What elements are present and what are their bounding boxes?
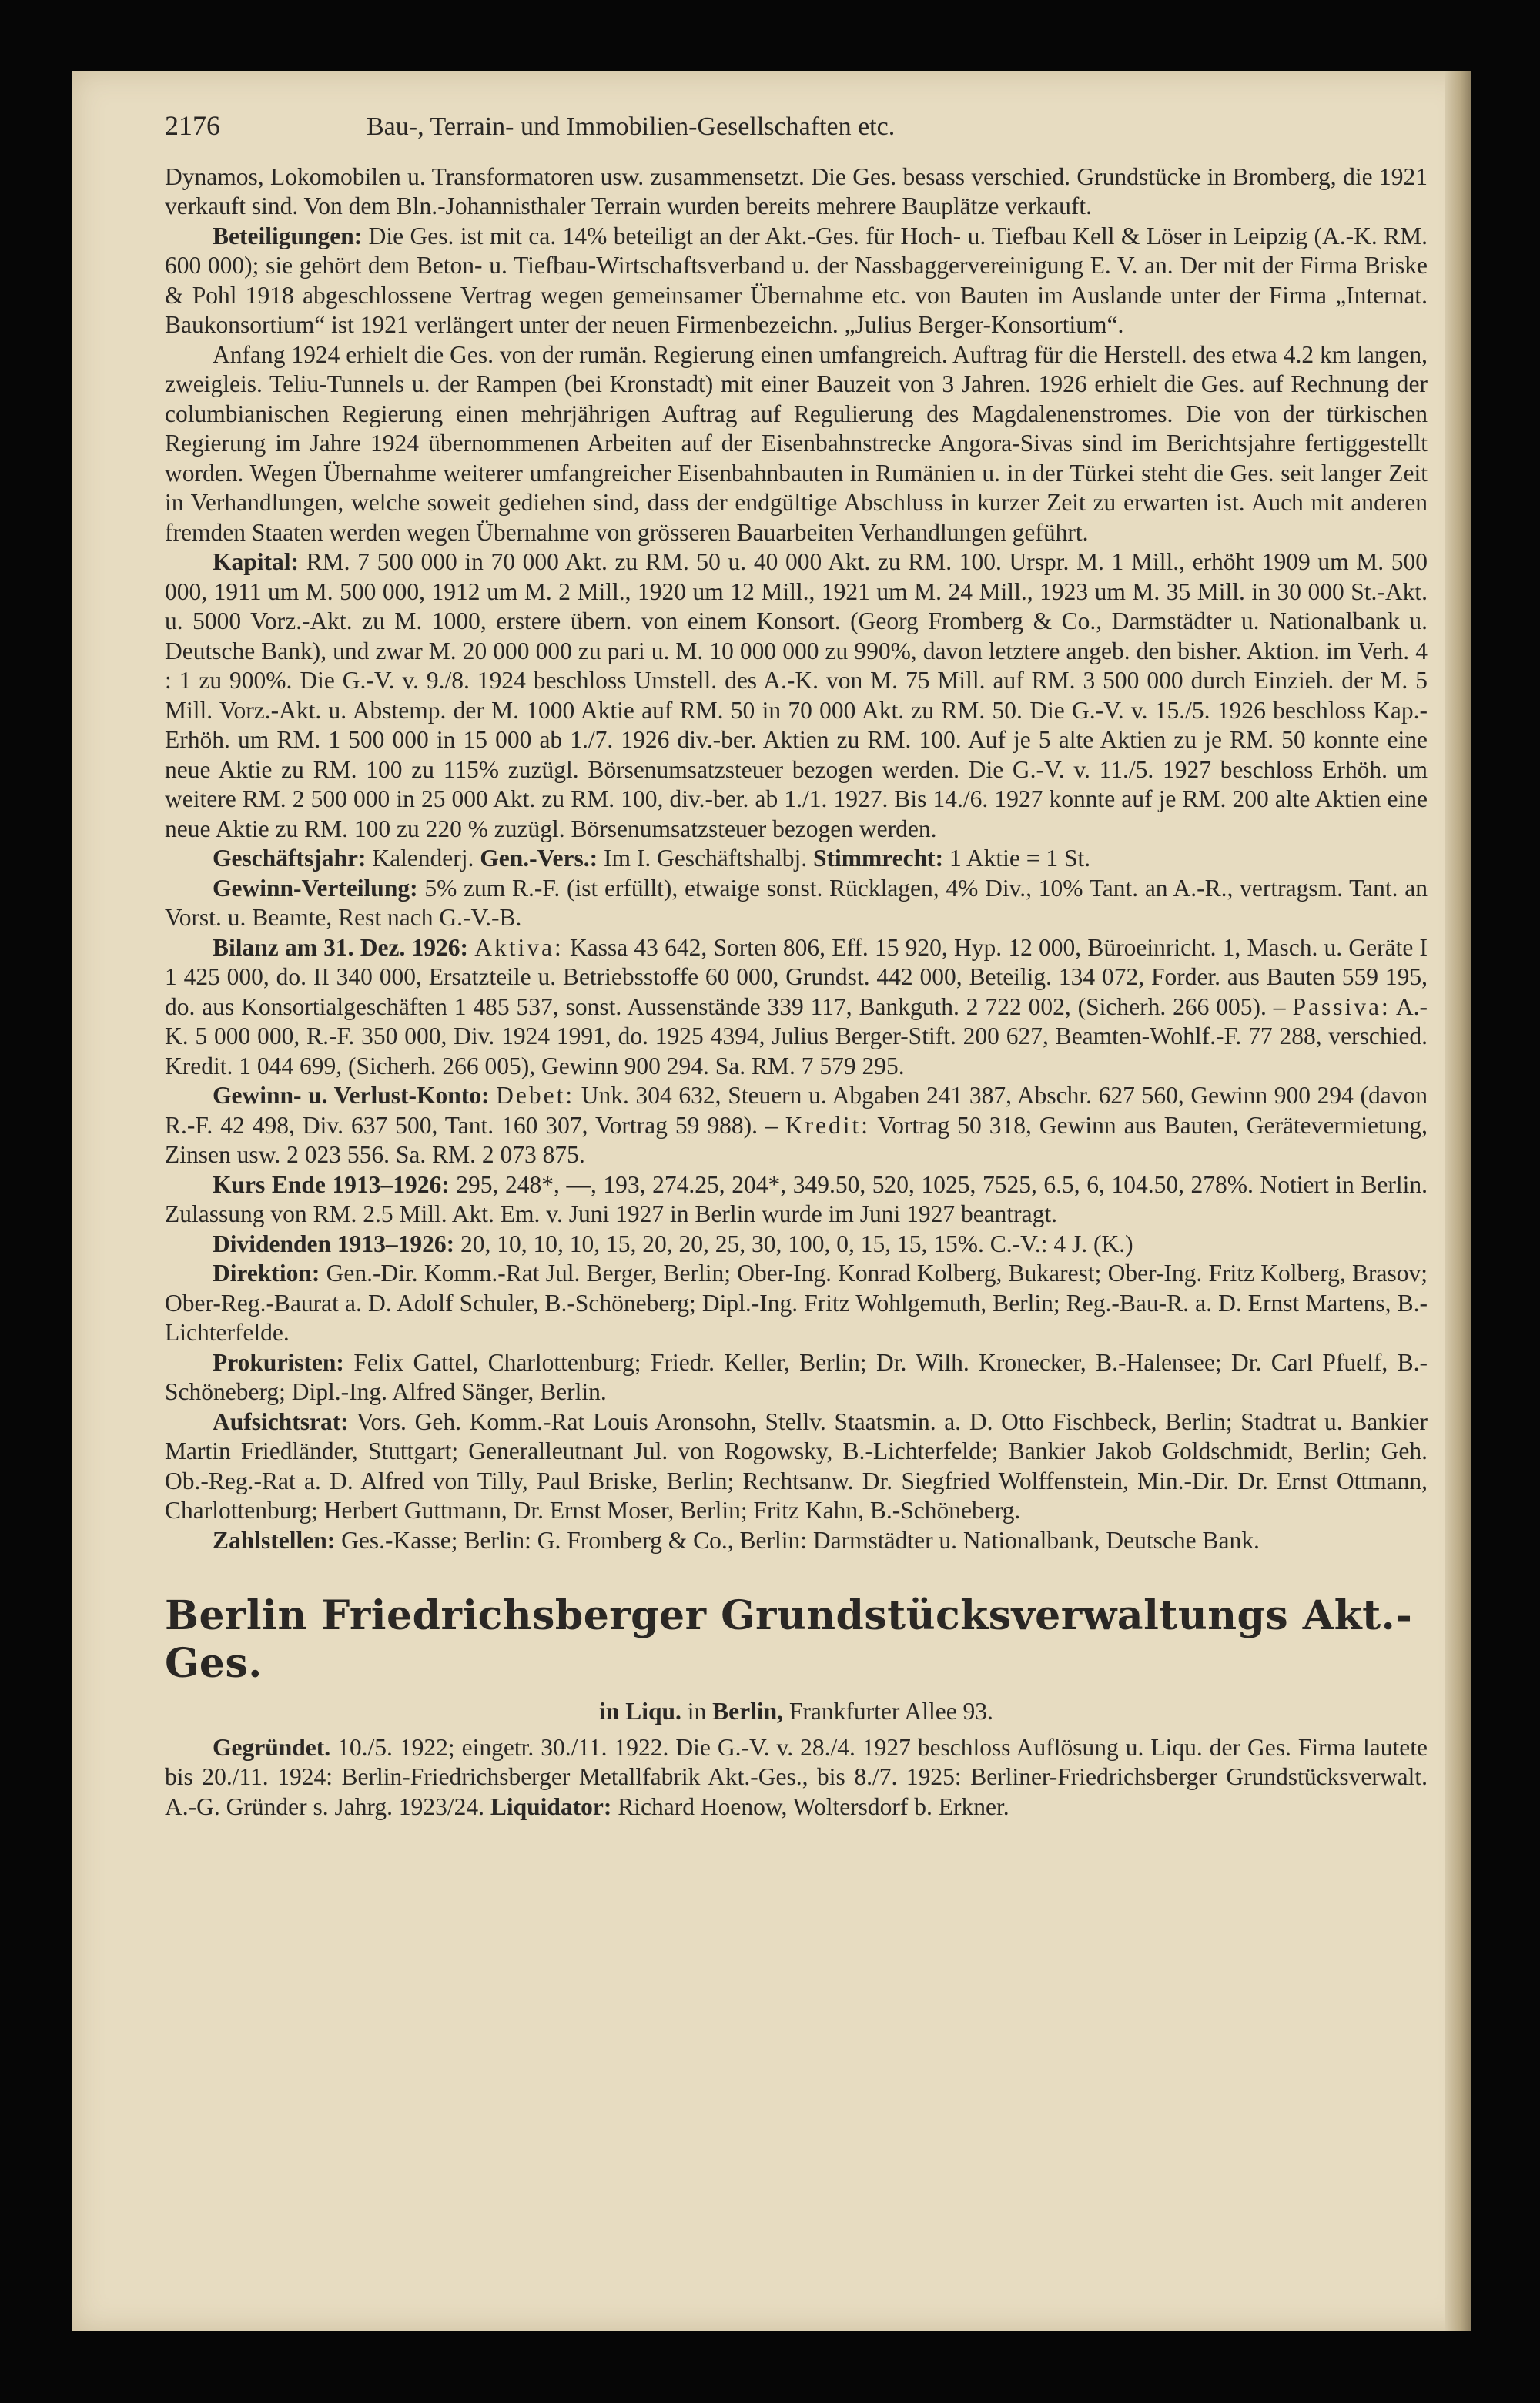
debet-label: Debet: <box>496 1082 575 1109</box>
gewinn-verlust-label: Gewinn- u. Verlust-Konto: <box>213 1082 490 1109</box>
kapital-text: RM. 7 500 000 in 70 000 Akt. zu RM. 50 u. 40 000 Akt. zu RM. 100. Urspr. M. 1 Mill., erhöht 1909 um M. 500 000, 1911 um M. 500 000, 1912 um M. 2 Mill., 1920 um 12 Mill., 1921 um M. 24 Mill., 1923 um M. 35 Mill. in 30 000 St.-Akt. u. 5000 Vorz.-Akt. zu M. 1000, erstere übern. von einem Konsort. (Georg Fromberg & Co., Darmstädter u. Nationalbank u. Deutsche Bank), und zwar M. 20 000 000 zu pari u. M. 10 000 000 zu 990%, davon letztere angeb. den bisher. Aktion. im Verh. 4 : 1 zu 900%. Die G.-V. v. 9./8. 1924 beschloss Umstell. des A.-K. von M. 75 Mill. auf RM. 3 500 000 durch Einzieh. der M. 5 Mill. Vorz.-Akt. u. Abstemp. der M. 1000 Aktie auf RM. 50 in 70 000 Akt. zu RM. 50. Die G.-V. v. 15./5. 1926 beschloss Kap.-Erhöh. um RM. 1 500 000 in 15 000 ab 1./7. 1926 div.-ber. Aktien zu RM. 100. Auf je 5 alte Aktien zu je RM. 50 konnte eine neue Aktie zu RM. 100 zu 115% zuzügl. Börsenumsatzsteuer bezogen werden. Die G.-V. v. 11./5. 1927 beschloss Erhöh. um weitere RM. 2 500 000 in 25 000 Akt. zu RM. 100, div.-ber. ab 1./1. 1927. Bis 14./6. 1927 konnte auf je RM. 200 alte Aktien eine neue Aktie zu RM. 100 zu 220 % zuzügl. Börsenumsatzsteuer bezogen werden. <box>165 548 1428 842</box>
gewinn-verteilung-paragraph <box>165 874 1428 933</box>
gewinn-verteilung-text: 5% zum R.-F. (ist erfüllt), etwaige sonst. Rücklagen, 4% Div., 10% Tant. an A.-R., vertragsm. Tant. an Vorst. u. Beamte, Rest nach G.-V.-B. <box>165 874 1428 931</box>
prokuristen-label: Prokuristen: <box>213 1348 344 1376</box>
beteiligungen-text: Die Ges. ist mit ca. 14% beteiligt an der Akt.-Ges. für Hoch- u. Tiefbau Kell & Löser in Leipzig (A.-K. RM. 600 000); sie gehört dem Beton- u. Tiefbau-Wirtschaftsverband u. der Nassbaggervereinigung E. V. an. Der mit der Firma Briske & Pohl 1918 abgeschlossene Vertrag wegen gemeinsamer Übernahme etc. von Bauten im Auslande unter der Firma „Internat. Baukonsortium“ ist 1921 verlängert unter der neuen Firmenbezeichn. „Julius Berger-Konsortium“. <box>165 222 1428 338</box>
anfang-paragraph: Anfang 1924 erhielt die Ges. von der rumän. Regierung einen umfangreich. Auftrag für die Herstell. des etwa 4.2 km langen, zweigleis. Teliu-Tunnels u. der Rampen (bei Kronstadt) mit einer Bauzeit von 3 Jahren. 1926 erhielt die Ges. auf Rechnung der columbianischen Regierung einen mehrjährigen Auftrag auf Regulierung des Magdalenenstromes. Die von der türkischen Regierung im Jahre 1924 übernommenen Arbeiten auf der Eisenbahnstrecke Angora-Sivas sind im Berichtsjahre fertiggestellt worden. Wegen Übernahme weiterer umfangreicher Eisenbahnbauten in Rumänien u. in der Türkei steht die Ges. seit langer Zeit in Verhandlungen, welche soweit gediehen sind, dass der endgültige Abschluss in kurzer Zeit zu erwarten ist. Auch mit anderen fremden Staaten werden wegen Übernahme von grösseren Bauarbeiten Verhandlungen geführt. <box>165 340 1428 546</box>
genvers-text: Im I. Geschäftshalbj. <box>603 845 808 872</box>
page-header <box>165 111 1428 142</box>
aktiva-label: Aktiva: <box>474 933 564 961</box>
beteiligungen-paragraph <box>165 222 1428 340</box>
aktiva-text: Kassa 43 642, Sorten 806, Eff. 15 920, Hyp. 12 000, Büroeinricht. 1, Masch. u. Geräte I 1 425 000, do. II 340 000, Ersatzteile u. Betriebsstoffe 60 000, Grundst. 442 000, Beteilig. 134 072, Forder. aus Bauten 559 195, do. aus Konsortialgeschäften 1 485 537, sonst. Aussenstände 339 117, Bankguth. 2 722 002, (Sicherh. 266 005). – <box>165 933 1428 1020</box>
gewinn-verlust-paragraph <box>165 1081 1428 1170</box>
kredit-label: Kredit: <box>785 1111 870 1139</box>
kurs-text: 295, 248*, —, 193, 274.25, 204*, 349.50, 520, 1025, 7525, 6.5, 6, 104.50, 278%. Notiert in Berlin. Zulassung von RM. 2.5 Mill. Akt. Em. v. Juni 1927 in Berlin wurde im Juni 1927 beantragt. <box>165 1170 1428 1227</box>
dividenden-paragraph <box>165 1230 1428 1260</box>
liquidator-text: Richard Hoenow, Woltersdorf b. Erkner. <box>618 1792 1009 1820</box>
gewinn-verteilung-label: Gewinn-Verteilung: <box>213 874 418 902</box>
dividenden-text: 20, 10, 10, 10, 15, 20, 20, 25, 30, 100, 0, 15, 15, 15%. C.-V.: 4 J. (K.) <box>460 1230 1133 1257</box>
stimmrecht-label: Stimmrecht: <box>813 845 944 872</box>
company-address: Frankfurter Allee 93. <box>788 1698 993 1725</box>
direktion-label: Direktion: <box>213 1260 320 1287</box>
running-title: Bau-, Terrain- und Immobilien-Gesellschaften etc. <box>367 112 896 141</box>
direktion-paragraph <box>165 1259 1428 1348</box>
aufsichtsrat-label: Aufsichtsrat: <box>213 1407 349 1435</box>
aufsichtsrat-text: Vors. Geh. Komm.-Rat Louis Aronsohn, Stellv. Staatsmin. a. D. Otto Fischbeck, Berlin; Stadtrat u. Bankier Martin Friedländer, Stuttgart; Generalleutnant Jul. von Rogowsky, B.-Lichterfelde; Bankier Jakob Goldschmidt, Berlin; Geh. Ob.-Reg.-Rat a. D. Alfred von Tilly, Paul Briske, Berlin; Rechtsanw. Dr. Siegfried Wolffenstein, Min.-Dir. Dr. Ernst Ottmann, Charlottenburg; Herbert Guttmann, Dr. Ernst Moser, Berlin; Fritz Kahn, B.-Schöneberg. <box>165 1407 1428 1524</box>
page-number: 2176 <box>165 110 220 141</box>
gegruendet-label: Gegründet. <box>213 1733 331 1761</box>
geschaeftsjahr-text: Kalenderj. <box>372 845 474 872</box>
debet-text: Unk. 304 632, Steuern u. Abgaben 241 387, Abschr. 627 560, Gewinn 900 294 (davon R.-F. 42 498, Div. 637 500, Tant. 160 307, Vortrag 59 988). – <box>165 1082 1428 1139</box>
page-text <box>165 111 1428 1822</box>
prokuristen-paragraph <box>165 1348 1428 1407</box>
prokuristen-text: Felix Gattel, Charlottenburg; Friedr. Keller, Berlin; Dr. Wilh. Kronecker, B.-Halensee; Dr. Carl Pfuelf, B.-Schöneberg; Dipl.-Ing. Alfred Sänger, Berlin. <box>165 1348 1428 1405</box>
passiva-label: Passiva: <box>1292 992 1391 1020</box>
city-label: Berlin, <box>712 1698 784 1725</box>
gegruendet-paragraph <box>165 1733 1428 1822</box>
beteiligungen-label: Beteiligungen: <box>213 222 363 249</box>
kurs-label: Kurs Ende 1913–1926: <box>213 1170 450 1198</box>
kapital-paragraph <box>165 547 1428 844</box>
bilanz-label: Bilanz am 31. Dez. 1926: <box>213 933 469 961</box>
kapital-label: Kapital: <box>213 548 300 575</box>
geschaeftsjahr-paragraph <box>165 844 1428 874</box>
geschaeftsjahr-label: Geschäftsjahr: <box>213 845 367 872</box>
gegruendet-text: 10./5. 1922; eingetr. 30./11. 1922. Die G.-V. v. 28./4. 1927 beschloss Auflösung u. Liqu. der Ges. Firma lautete bis 20./11. 1924: Berlin-Friedrichsberger Metallfabrik Akt.-Ges., bis 8./7. 1925: Berliner-Friedrichsberger Grundstücksverwalt. A.-G. Gründer s. Jahrg. 1923/24. <box>165 1733 1428 1820</box>
company-subheading <box>165 1697 1428 1727</box>
direktion-text: Gen.-Dir. Komm.-Rat Jul. Berger, Berlin; Ober-Ing. Konrad Kolberg, Bukarest; Ober-Ing. Fritz Kolberg, Brasov; Ober-Reg.-Baurat a. D. Adolf Schuler, B.-Schöneberg; Dipl.-Ing. Fritz Wohlgemuth, Berlin; Reg.-Bau-R. a. D. Ernst Martens, B.-Lichterfelde. <box>165 1260 1428 1346</box>
intro-paragraph: Dynamos, Lokomobilen u. Transformatoren usw. zusammensetzt. Die Ges. besass verschied. Grundstücke in Bromberg, die 1921 verkauft sind. Von dem Bln.-Johannisthaler Terrain wurden bereits mehrere Bauplätze verkauft. <box>165 162 1428 219</box>
zahlstellen-label: Zahlstellen: <box>213 1526 336 1554</box>
kurs-paragraph <box>165 1170 1428 1230</box>
zahlstellen-paragraph <box>165 1526 1428 1556</box>
bilanz-paragraph <box>165 933 1428 1082</box>
genvers-label: Gen.-Vers.: <box>480 845 598 872</box>
aufsichtsrat-paragraph <box>165 1407 1428 1526</box>
scanned-page <box>72 71 1471 2331</box>
page-edge <box>1445 71 1471 2331</box>
zahlstellen-text: Ges.-Kasse; Berlin: G. Fromberg & Co., Berlin: Darmstädter u. Nationalbank, Deutsche Bank. <box>341 1526 1260 1554</box>
dividenden-label: Dividenden 1913–1926: <box>213 1230 455 1257</box>
company-heading: Berlin Friedrichsberger Grundstücksverwaltungs Akt.-Ges. <box>165 1592 1413 1687</box>
sub-in: in <box>687 1698 707 1725</box>
liquidator-label: Liquidator: <box>490 1792 612 1820</box>
stimmrecht-text: 1 Aktie = 1 St. <box>949 845 1091 872</box>
passiva-text: A.-K. 5 000 000, R.-F. 350 000, Div. 1924 1991, do. 1925 4394, Julius Berger-Stift. 200 627, Beamten-Wohlf.-F. 77 288, verschied. Kredit. 1 044 699, (Sicherh. 266 005), Gewinn 900 294. Sa. RM. 7 579 295. <box>165 992 1428 1079</box>
kredit-text: Vortrag 50 318, Gewinn aus Bauten, Gerätevermietung, Zinsen usw. 2 023 556. Sa. RM. 2 073 875. <box>165 1111 1428 1168</box>
liqu-label: in Liqu. <box>599 1698 681 1725</box>
